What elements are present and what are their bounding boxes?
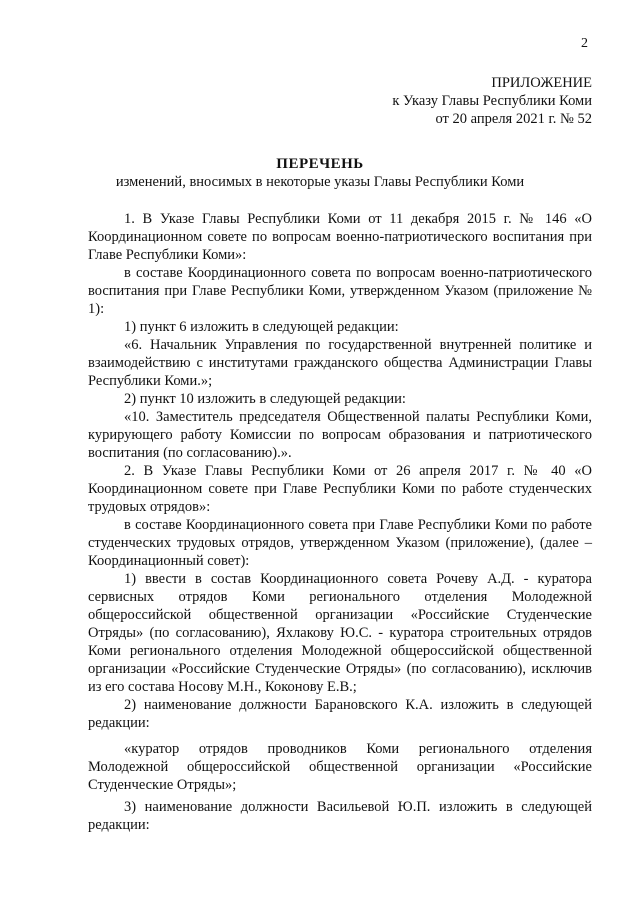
- document-title: ПЕРЕЧЕНЬ: [276, 156, 364, 172]
- paragraph-11: «куратор отрядов проводников Коми регионального отделения Молодежной общероссийской общественной организации «Российские Студенческие Отряды»;: [88, 741, 592, 793]
- appendix-header: [392, 74, 592, 128]
- paragraph-12: 3) наименование должности Васильевой Ю.П. изложить в следующей редакции:: [88, 799, 592, 833]
- paragraph-4: «6. Начальник Управления по государственной внутренней политике и взаимодействию с институтами гражданского общества Администрации Главы Республики Коми.»;: [88, 337, 592, 389]
- paragraph-5: 2) пункт 10 изложить в следующей редакции:: [124, 391, 406, 407]
- header-line-2: к Указу Главы Республики Коми: [392, 93, 592, 109]
- paragraph-3: 1) пункт 6 изложить в следующей редакции:: [124, 319, 399, 335]
- paragraph-7: 2. В Указе Главы Республики Коми от 26 апреля 2017 г. № 40 «О Координационном совете при Главе Республики Коми по работе студенческих трудовых отрядов»:: [88, 463, 592, 515]
- paragraph-8: в составе Координационного совета при Главе Республики Коми по работе студенческих трудовых отрядов, утвержденном Указом (приложение), (далее – Координационный совет):: [88, 517, 592, 569]
- paragraph-9: 1) ввести в состав Координационного совета Рочеву А.Д. - куратора сервисных отрядов Коми регионального отделения Молодежной общероссийской общественной организации «Российские Студенческие Отряды» (по согласованию), Яхлакову Ю.С. - куратора строительных отрядов Коми регионального отделения Молодежной общероссийской общественной организации «Российские Студенческие Отряды» (по согласованию), исключив из его состава Носову М.Н., Коконову Е.В.;: [88, 571, 592, 695]
- header-line-3: от 20 апреля 2021 г. № 52: [435, 111, 592, 127]
- paragraph-1: 1. В Указе Главы Республики Коми от 11 декабря 2015 г. № 146 «О Координационном совете по вопросам военно-патриотического воспитания при Главе Республики Коми»:: [88, 211, 592, 263]
- paragraph-6: «10. Заместитель председателя Общественной палаты Республики Коми, курирующего работу Комиссии по вопросам образования и патриотического воспитания (по согласованию).».: [88, 409, 592, 461]
- header-line-1: ПРИЛОЖЕНИЕ: [491, 75, 592, 91]
- page-number: 2: [581, 36, 588, 51]
- paragraph-2: в составе Координационного совета по вопросам военно-патриотического воспитания при Главе Республики Коми, утвержденном Указом (приложение № 1):: [88, 265, 592, 317]
- document-body: [88, 210, 592, 834]
- document-subtitle: изменений, вносимых в некоторые указы Главы Республики Коми: [115, 174, 525, 190]
- paragraph-10: 2) наименование должности Барановского К.А. изложить в следующей редакции:: [88, 697, 592, 731]
